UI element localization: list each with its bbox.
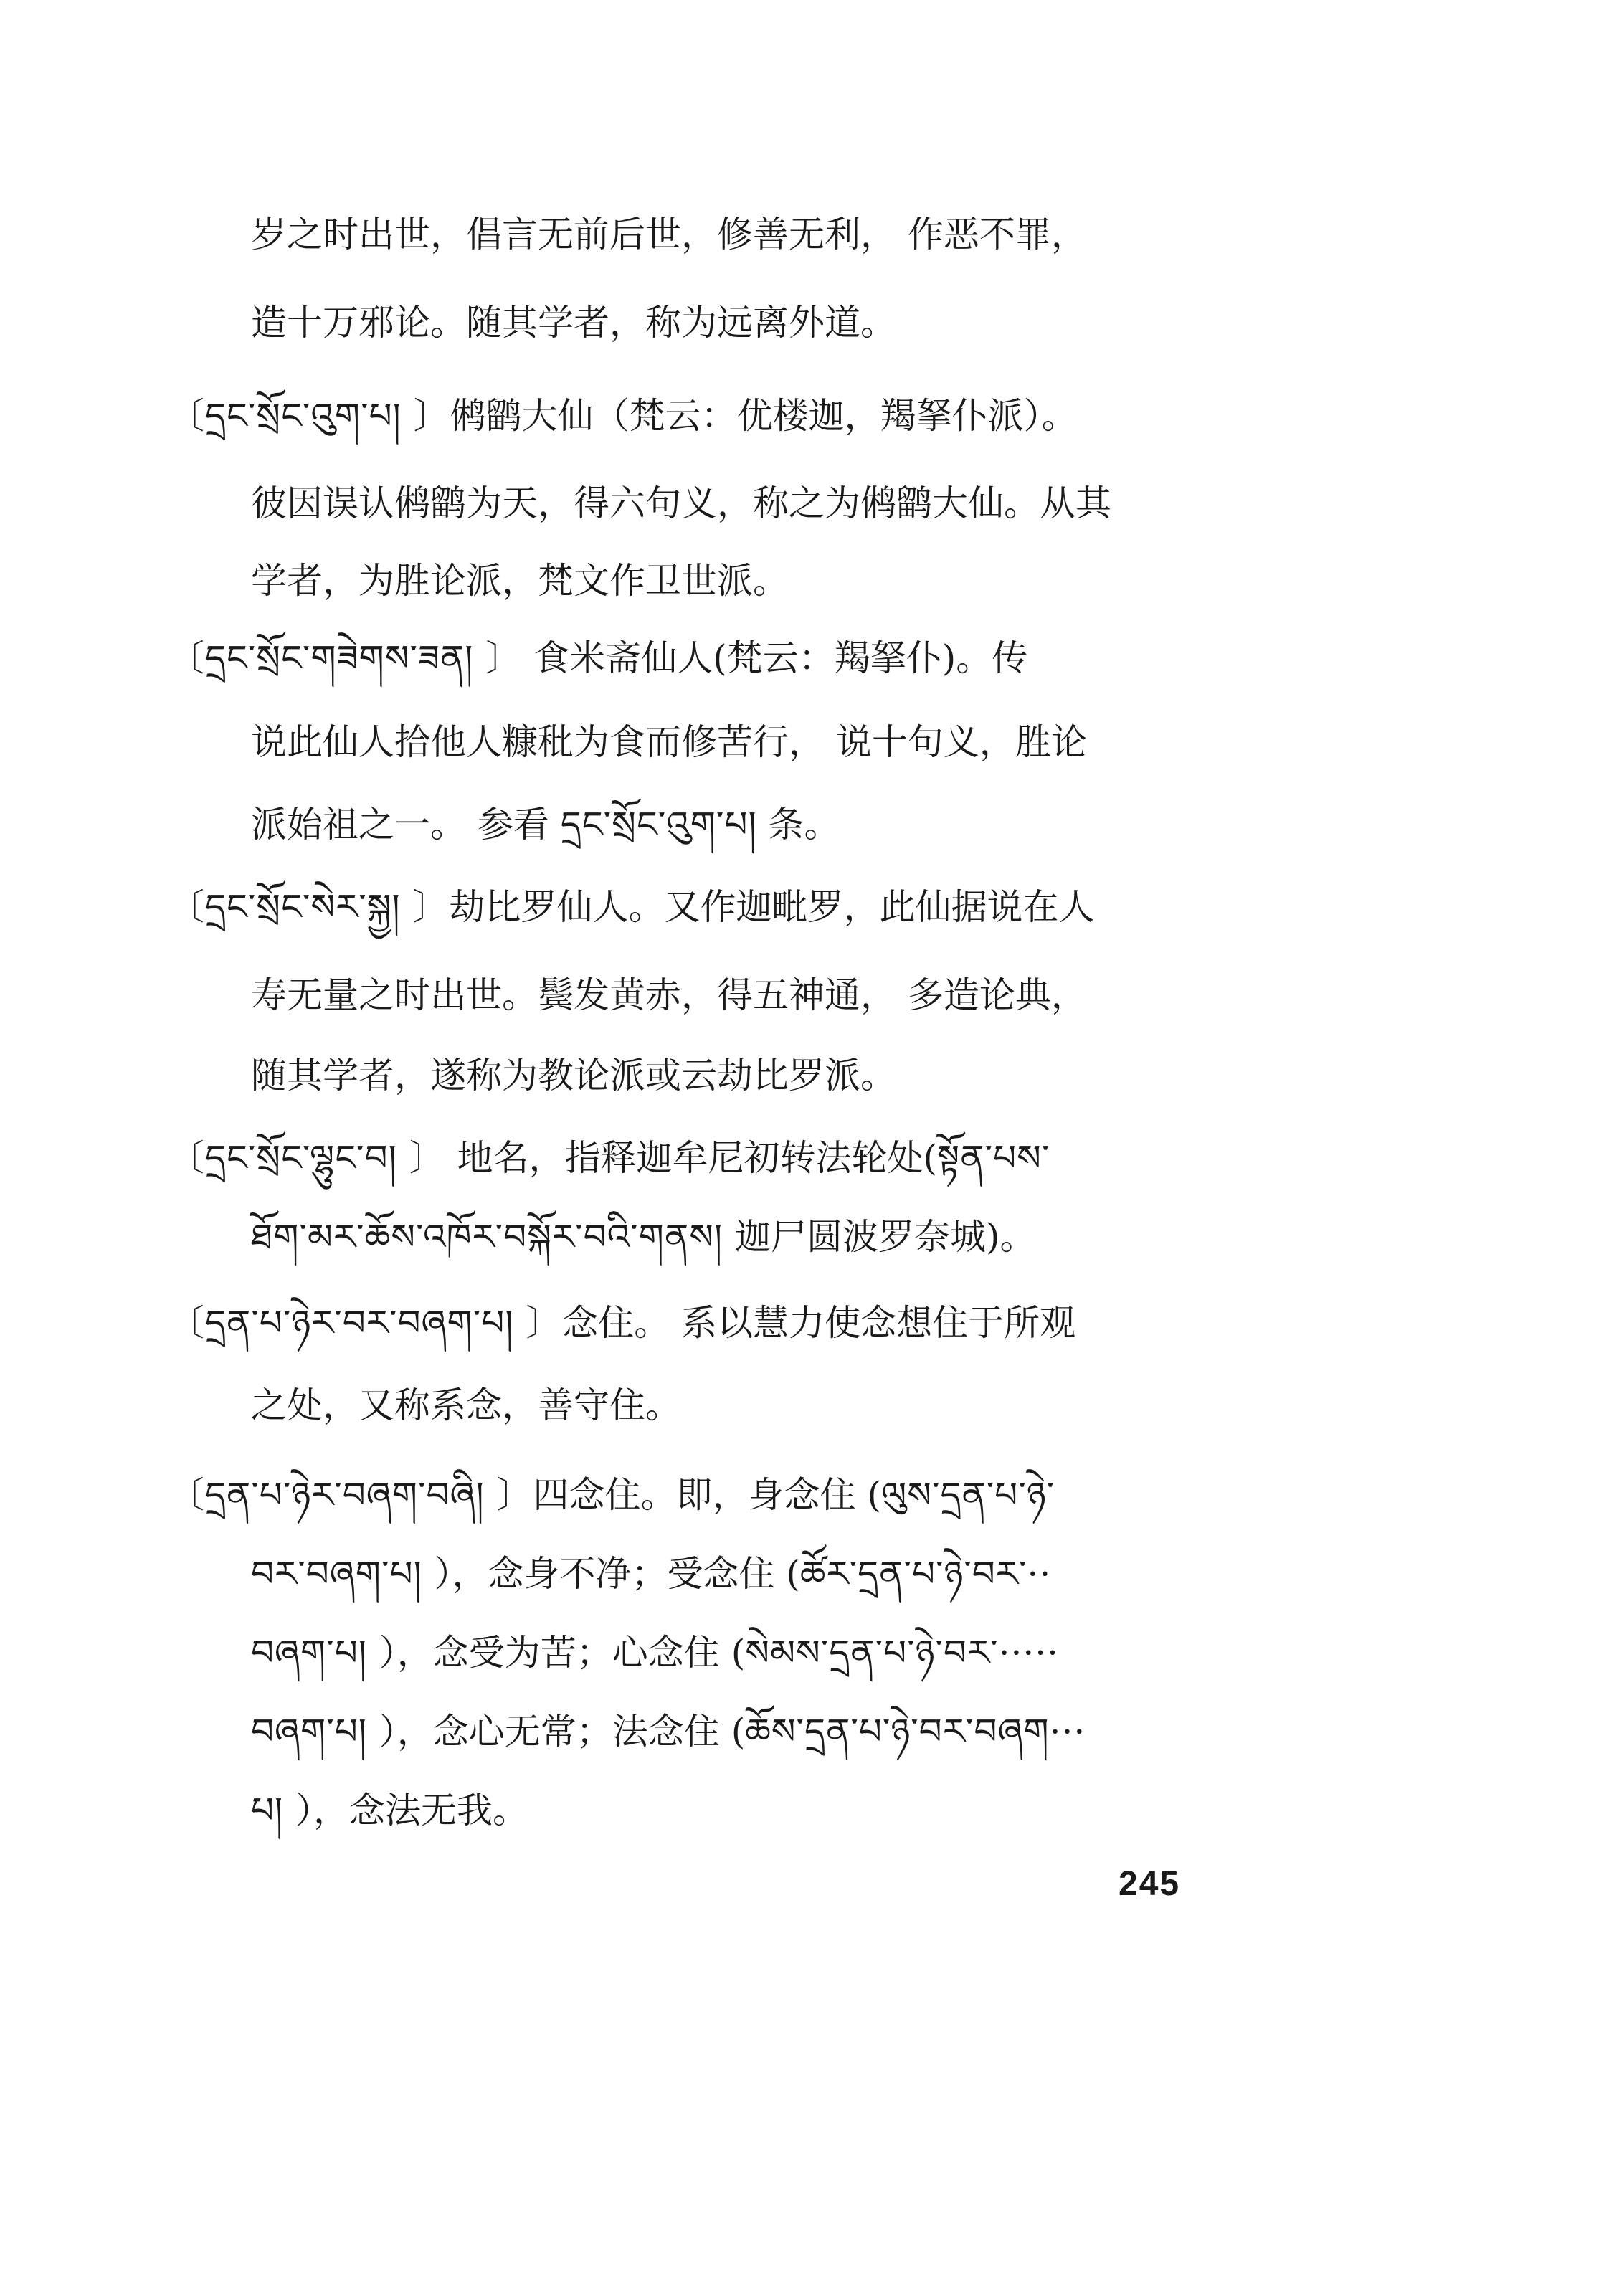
tibetan-gloss: ཚོར་དྲན་པ་ཉེ་བར་·· (799, 1553, 1052, 1595)
tibetan-headword: 〔དྲན་པ་ཉེར་བར་བཞག་པ། 〕 (168, 1302, 563, 1344)
tibetan-gloss: སེམས་དྲན་པ་ཉེ་བར་····· (745, 1632, 1060, 1674)
entry-line (168, 886, 1095, 928)
text-line: 寿无量之时出世。鬓发黄赤，得五神通， 多造论典， (251, 974, 1087, 1016)
tibetan-gloss: ཆོས་དྲན་པ་ཉེ་བར་བཞག··· (745, 1711, 1086, 1752)
tibetan-gloss: སྟོན་པས་ (937, 1137, 1050, 1179)
definition-text: 食米斋仙人(梵云：羯拏仆)。传 (522, 637, 1028, 679)
entry-line (168, 1302, 1076, 1344)
tibetan-headword: 〔དྲང་སྲོང་འུག་པ། 〕 (168, 395, 450, 437)
text-line: 之处，又称系念，善守住。 (251, 1385, 681, 1426)
text-line: 造十万邪论。随其学者，称为远离外道。 (251, 302, 896, 343)
tibetan-headword: 〔དྲང་སྲོང་སེར་སྐྱ། 〕 (168, 886, 450, 928)
definition-text: 四念住。即，身念住 ( (533, 1474, 881, 1516)
definition-text: ），念受为苦；心念住 ( (379, 1632, 746, 1674)
entry-line (168, 395, 1078, 437)
tibetan-headword: 〔དྲན་པ་ཉེར་བཞག་བཞི། 〕 (168, 1474, 533, 1516)
definition-text: 鸺鹠大仙（梵云：优楼迦，羯拏仆派）。 (450, 395, 1078, 437)
tibetan-gloss: པ། (251, 1790, 296, 1831)
text-line (251, 804, 840, 845)
text-line: 随其学者，遂称为教论派或云劫比罗派。 (251, 1055, 896, 1096)
text-line: 彼因误认鸺鹠为天，得六句义，称之为鸺鹠大仙。从其 (251, 483, 1111, 524)
tibetan-headword: 〔དྲང་སྲོང་ལྷུང་བ། 〕 (168, 1137, 446, 1179)
text-line (251, 1790, 529, 1831)
definition-text: 地名，指释迦牟尼初转法轮处( (445, 1137, 937, 1179)
entry-line (168, 1137, 1050, 1179)
tibetan-headword: 〔དྲང་སྲོང་གཟེགས་ཟན། 〕 (168, 637, 523, 679)
text-line: 说此仙人拾他人糠秕为食而修苦行， 说十句义，胜论 (251, 721, 1087, 763)
entry-line (168, 1474, 1055, 1516)
entry-line (168, 637, 1028, 679)
tibetan-gloss: ལུས་དྲན་པ་ཉེ་ (880, 1474, 1055, 1516)
text-line: 岁之时出世，倡言无前后世，修善无利， 作恶不罪， (251, 214, 1087, 255)
definition-text: 念住。 系以慧力使念想住于所观 (562, 1302, 1076, 1344)
tibetan-gloss: བར་བཞག་པ། (251, 1553, 435, 1595)
definition-text: 劫比罗仙人。又作迦毗罗，此仙据说在人 (449, 886, 1095, 928)
text-line (251, 1632, 1060, 1674)
definition-text: ），念心无常；法念住 ( (379, 1711, 746, 1752)
definition-text: 派始祖之一。 参看 (251, 804, 561, 845)
page-number: 245 (1119, 1865, 1181, 1903)
definition-text: 条。 (756, 804, 840, 845)
text-line (251, 1711, 1086, 1752)
tibetan-gloss: ཐོག་མར་ཆོས་འཁོར་བསྐོར་བའི་གནས། (251, 1216, 735, 1258)
tibetan-crossref: དྲང་སྲོང་འུག་པ། (560, 804, 757, 845)
text-line (251, 1216, 1036, 1258)
text-line: 学者，为胜论派，梵文作卫世派。 (251, 560, 789, 602)
tibetan-gloss: བཞག་པ། (251, 1711, 379, 1752)
text-line (251, 1553, 1052, 1595)
definition-text: ），念法无我。 (295, 1790, 529, 1831)
definition-text: ），念身不净；受念住 ( (434, 1553, 800, 1595)
tibetan-gloss: བཞག་པ། (251, 1632, 379, 1674)
definition-text: 迦尸圆波罗奈城)。 (734, 1216, 1036, 1258)
